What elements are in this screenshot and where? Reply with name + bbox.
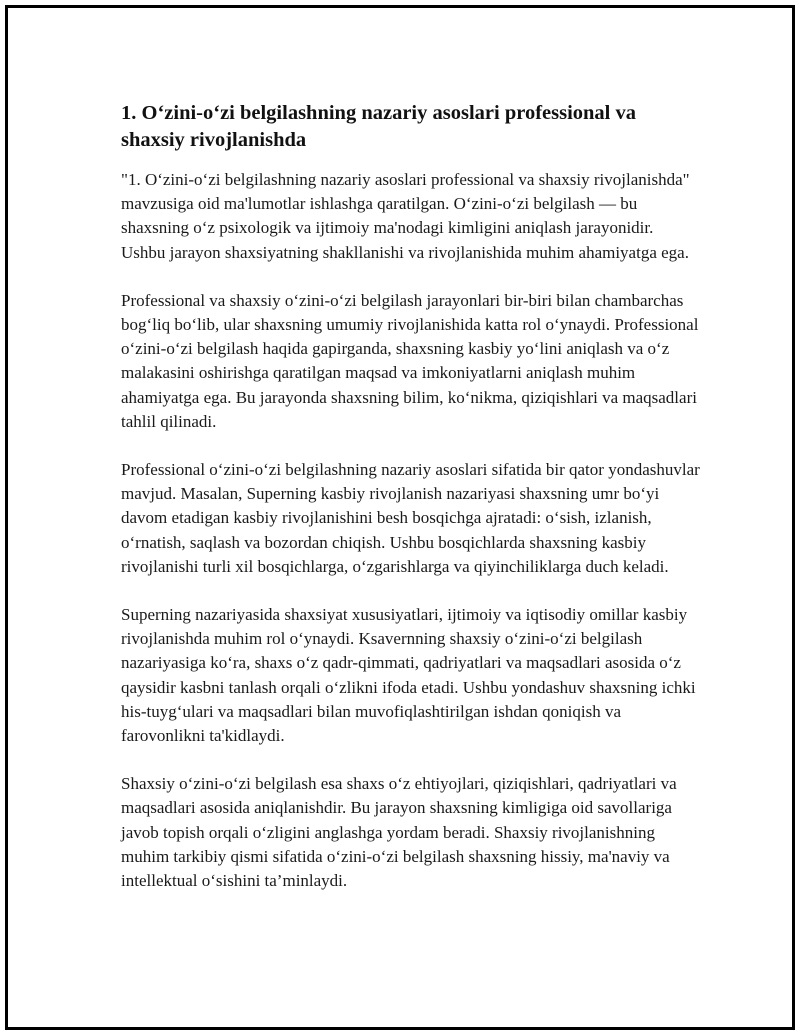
page-frame bbox=[5, 5, 795, 1030]
section-heading: 1. O‘zini-o‘zi belgilashning nazariy asoslari professional va shaxsiy rivojlanishda bbox=[121, 102, 636, 151]
paragraph-personality-factors: Superning nazariyasida shaxsiyat xususiyatlari, ijtimoiy va iqtisodiy omillar kasbiy rivojlanishda muhim rol o‘ynaydi. Ksavernning shaxsiy o‘zini-o‘zi belgilash nazariyasiga ko‘ra, shaxs o‘z qadr-qimmati, qadriyatlari va maqsadlari asosida o‘z qaysidir kasbni tanlash orqali o‘zlikni ifoda etadi. Ushbu yondashuv shaxsning ichki his-tuyg‘ulari va maqsadlari bilan muvofiqlashtirilgan ishdan qoniqish va farovonlikni ta'kidlaydi. bbox=[121, 605, 696, 746]
paragraph-intro: "1. O‘zini-o‘zi belgilashning nazariy asoslari professional va shaxsiy rivojlanishda" mavzusiga oid ma'lumotlar ishlashga qaratilgan. O‘zini-o‘zi belgilash — bu shaxsning o‘z psixologik va ijtimoiy ma'nodagi kimligini aniqlash jarayonidir. Ushbu jarayon shaxsiyatning shakllanishi va rivojlanishida muhim ahamiyatga ega. bbox=[121, 170, 690, 262]
document-body bbox=[121, 100, 701, 893]
paragraph-super-theory: Professional o‘zini-o‘zi belgilashning nazariy asoslari sifatida bir qator yondashuvlar mavjud. Masalan, Superning kasbiy rivojlanish nazariyasi shaxsning umr bo‘yi davom etadigan kasbiy rivojlanishini besh bosqichga ajratadi: o‘sish, izlanish, o‘rnatish, saqlash va bozordan chiqish. Ushbu bosqichlarda shaxsning kasbiy rivojlanishi turli xil bosqichlarga, o‘zgarishlarga va qiyinchiliklarga duch keladi. bbox=[121, 460, 700, 576]
paragraph-professional-personal: Professional va shaxsiy o‘zini-o‘zi belgilash jarayonlari bir-biri bilan chambarchas bog‘liq bo‘lib, ular shaxsning umumiy rivojlanishida katta rol o‘ynaydi. Professional o‘zini-o‘zi belgilash haqida gapirganda, shaxsning kasbiy yo‘lini aniqlash va o‘z malakasini oshirishga qaratilgan maqsad va imkoniyatlarni aniqlash muhim ahamiyatga ega. Bu jarayonda shaxsning bilim, ko‘nikma, qiziqishlari va maqsadlari tahlil qilinadi. bbox=[121, 290, 699, 431]
paragraph-personal-self-determination: Shaxsiy o‘zini-o‘zi belgilash esa shaxs o‘z ehtiyojlari, qiziqishlari, qadriyatlari va maqsadlari asosida aniqlanishdir. Bu jarayon shaxsning kimligiga oid savollariga javob topish orqali o‘zligini anglashga yordam beradi. Shaxsiy rivojlanishning muhim tarkibiy qismi sifatida o‘zini-o‘zi belgilash shaxsning hissiy, ma'naviy va intellektual o‘sishini ta’minlaydi. bbox=[121, 774, 677, 891]
